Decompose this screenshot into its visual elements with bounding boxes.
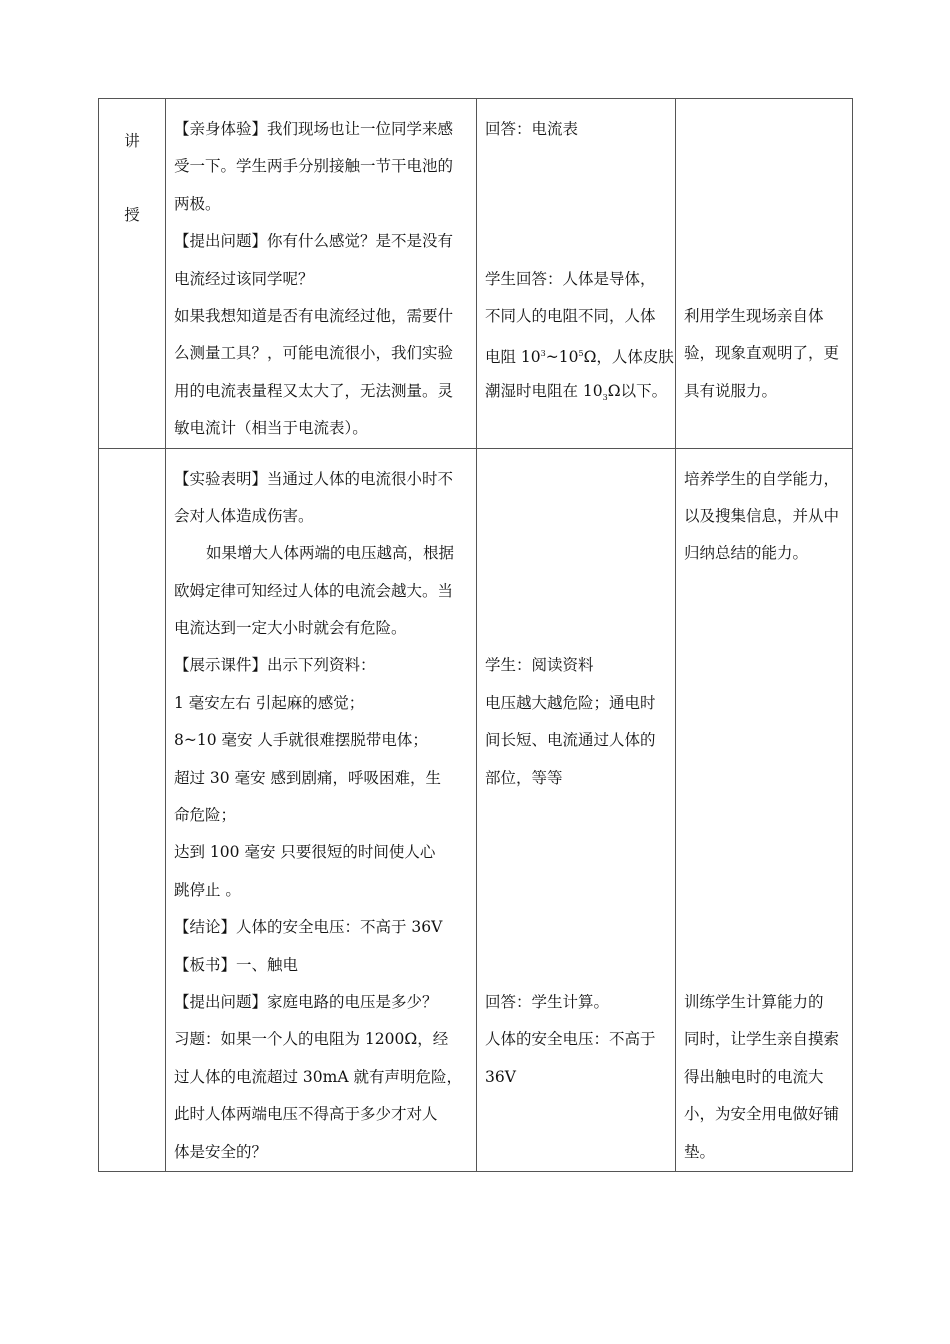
teacher-line: 体是安全的？ [174, 1142, 268, 1161]
student-line: 人体的安全电压：不高于 [485, 1030, 656, 1049]
teacher-line: 【提出问题】家庭电路的电压是多少？ [174, 992, 438, 1011]
teacher-line: 跳停止 。 [174, 880, 241, 899]
stage-cell [99, 448, 166, 1171]
intent-line: 培养学生的自学能力， [684, 469, 840, 488]
teacher-line: 命危险； [174, 806, 237, 825]
intent-line: 归纳总结的能力。 [684, 544, 809, 563]
stage-cell [99, 99, 166, 449]
teacher-line: 此时人体两端电压不得高于多少才对人 [174, 1105, 438, 1124]
table-row [99, 448, 853, 1171]
intent-line: 垫。 [684, 1142, 716, 1161]
teacher-line: 电流经过该同学呢？ [174, 269, 314, 288]
resistance-text: Ω以下。 [607, 381, 668, 400]
teacher-line: 欧姆定律可知经过人体的电流会越大。当 [174, 581, 454, 600]
stage-label: 授 [124, 206, 140, 225]
student-activity-cell [477, 448, 676, 1171]
teacher-line: 【板书】一、触电 [174, 955, 299, 974]
student-line: 学生回答：人体是导体， [485, 269, 656, 288]
teacher-line: 习题：如果一个人的电阻为 1200Ω，经 [174, 1030, 449, 1049]
resistance-text: ~10 [545, 348, 579, 367]
student-line: 电压越大越危险；通电时 [485, 693, 656, 712]
intent-line: 以及搜集信息，并从中 [684, 506, 840, 525]
intent-line: 验，现象直观明了，更 [684, 344, 840, 363]
teacher-line: 两极。 [174, 194, 221, 213]
resistance-line [477, 335, 675, 372]
teacher-line: 【提出问题】你有什么感觉？是不是没有 [174, 232, 454, 251]
exponent: 3 [602, 392, 608, 402]
student-line: 回答：电流表 [485, 120, 579, 138]
teacher-activity-cell [166, 99, 477, 449]
intent-line: 具有说服力。 [684, 381, 778, 400]
intent-line: 得出触电时的电流大 [684, 1067, 824, 1086]
lesson-table [98, 98, 853, 1172]
teacher-line: 超过 30 毫安 感到剧痛，呼吸困难，生 [174, 768, 442, 787]
teacher-line: 【实验表明】当通过人体的电流很小时不 [174, 469, 454, 488]
resistance-text: 电阻 10 [485, 348, 541, 367]
teacher-line: 电流达到一定大小时就会有危险。 [174, 619, 407, 638]
teacher-line: 1 毫安左右 引起麻的感觉； [174, 693, 365, 712]
exponent: 5 [578, 349, 584, 359]
teacher-line: 如果增大人体两端的电压越高，根据 [206, 544, 455, 563]
wet-resistance-line [477, 373, 675, 410]
student-line: 36V [485, 1067, 516, 1086]
teacher-line: 用的电流表量程又太大了，无法测量。灵 [174, 381, 454, 400]
teacher-line: 【亲身体验】我们现场也让一位同学来感 [174, 120, 454, 138]
student-line: 不同人的电阻不同，人体 [485, 306, 656, 325]
exponent: 3 [540, 349, 546, 359]
intent-line: 小，为安全用电做好铺 [684, 1105, 840, 1124]
student-line: 间长短、电流通过人体的 [485, 731, 656, 750]
design-intent-cell [676, 99, 853, 449]
teacher-line: 【展示课件】出示下列资料： [174, 656, 376, 675]
intent-line: 同时，让学生亲自摸索 [684, 1030, 840, 1049]
teacher-line: 过人体的电流超过 30mA 就有声明危险， [174, 1067, 462, 1086]
teacher-line: 达到 100 毫安 只要很短的时间使人心 [174, 843, 436, 862]
teacher-line: 么测量工具？，可能电流很小，我们实验 [174, 344, 454, 363]
teacher-line: 8~10 毫安 人手就很难摆脱带电体； [174, 731, 428, 750]
student-activity-cell [477, 99, 676, 449]
teacher-activity-cell [166, 448, 477, 1171]
student-line: 学生：阅读资料 [485, 656, 594, 675]
table-row [99, 99, 853, 449]
resistance-text: 潮湿时电阻在 10 [485, 381, 603, 400]
teacher-line: 敏电流计（相当于电流表）。 [174, 419, 368, 438]
intent-line: 训练学生计算能力的 [684, 992, 824, 1011]
teacher-line: 受一下。学生两手分别接触一节干电池的 [174, 157, 454, 176]
intent-line: 利用学生现场亲自体 [684, 306, 824, 325]
design-intent-cell [676, 448, 853, 1171]
resistance-text: Ω，人体皮肤 [583, 348, 674, 367]
teacher-line: 会对人体造成伤害。 [174, 506, 314, 525]
teacher-line: 如果我想知道是否有电流经过他，需要什 [174, 306, 454, 325]
stage-label: 讲 [124, 132, 140, 150]
student-line: 回答：学生计算。 [485, 992, 610, 1011]
student-line: 部位，等等 [485, 768, 563, 787]
teacher-line: 【结论】人体的安全电压：不高于 36V [174, 918, 443, 937]
